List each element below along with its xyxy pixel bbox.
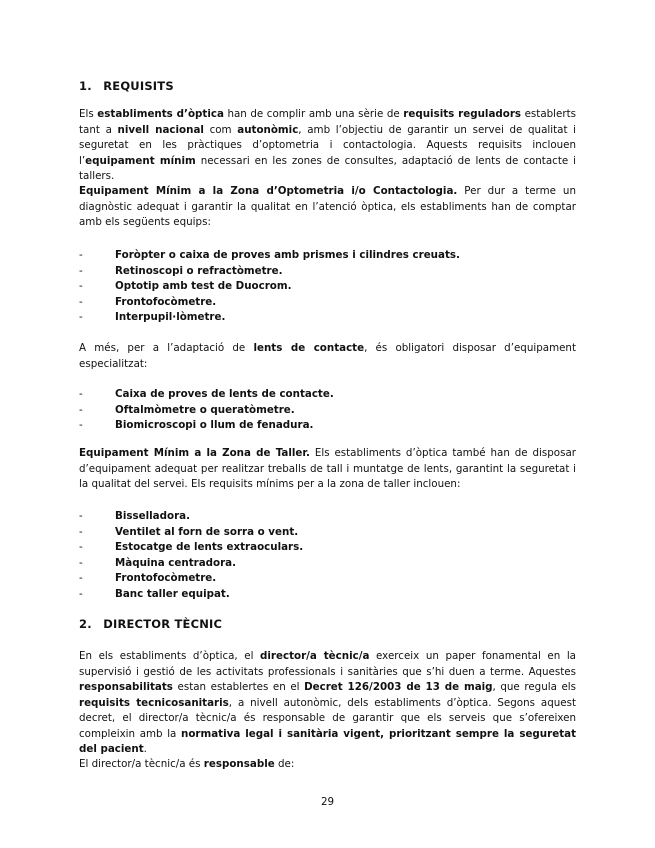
text-run: establerts tant a [79,108,577,136]
list-item-text: Optotip amb test de Duocrom. [115,280,292,292]
text-run: com [203,123,238,136]
list-dash-marker: - [79,572,83,584]
bold-text-run: autonòmic [237,123,299,136]
list-dash-marker: - [79,388,83,400]
list-dash-marker: - [79,295,83,308]
bold-text-run: director/a tècnic/a [260,650,370,662]
list-item-text: Foròpter o caixa de proves amb prismes i cilindres creuats. [115,249,460,261]
list-item [79,279,460,295]
list-item [79,295,460,311]
section-1-heading [79,79,174,95]
text-run: , a nivell autonòmic, dels establiments d’òptica. Segons aquest decret, el director/a tècnic/a és responsable de garantir que els serveis que s’ofereixen compleixin amb la [79,696,576,740]
list-item [79,310,460,326]
text-run: , que regula els [492,681,577,693]
list-item [79,525,303,541]
section-2-number: 2. [79,617,92,631]
bold-text-run: responsable [203,758,275,770]
list-item-text: Oftalmòmetre o queratòmetre. [115,403,295,416]
bold-text-run: equipament mínim [85,154,196,167]
bold-text-run: nivell nacional [117,123,204,136]
list-item [79,387,334,403]
bold-text-run: Equipament Mínim a la Zona de Taller. [79,447,310,459]
requisits-intro-paragraph [79,107,576,185]
list-dash-marker: - [79,587,83,600]
list-item-text: Ventilet al forn de sorra o vent. [115,525,299,538]
bold-text-run: normativa legal i sanitària vigent, prioritzant sempre la seguretat del pacient [79,727,576,755]
list-item [79,248,460,264]
bold-text-run: lents de contacte [253,342,365,354]
optometry-equipment-paragraph [79,184,576,231]
list-dash-marker: - [79,403,83,416]
text-run: Per dur a terme un diagnòstic adequat i garantir la qualitat en l’atenció òptica, els establiments han de comptar amb els següents equips: [79,185,576,228]
page-number: 29 [320,796,335,808]
list-item-text: Frontofocòmetre. [115,572,217,584]
list-item [79,540,303,556]
text-run: estan establertes en el [172,681,305,693]
list-dash-marker: - [79,556,83,569]
optometry-equipment-list [79,248,460,326]
list-dash-marker: - [79,280,83,292]
text-run: , amb l’objectiu de garantir un servei de qualitat i seguretat en les pràctiques d’optometria i contactologia. Aquests requisits inclouen l’ [79,123,577,167]
list-item [79,556,303,572]
bold-text-run: Equipament Mínim a la Zona d’Optometria i/o Contactologia. [79,185,458,197]
list-item-text: Caixa de proves de lents de contacte. [115,388,334,400]
list-item-text: Màquina centradora. [115,556,237,569]
list-item [79,587,303,603]
list-item-text: Interpupil·lòmetre. [115,311,226,323]
text-run: El director/a tècnic/a és [79,758,204,770]
list-item [79,571,303,587]
text-run: En els establiments d’òptica, el [79,650,261,662]
text-run: de: [274,758,295,770]
list-dash-marker: - [79,311,83,323]
section-2-title: DIRECTOR TÈCNIC [103,617,223,631]
list-dash-marker: - [79,541,83,553]
bold-text-run: Decret 126/2003 de 13 de maig [304,681,493,693]
workshop-equipment-list [79,509,303,602]
text-run: A més, per a l’adaptació de [79,342,254,354]
list-item [79,509,303,525]
bold-text-run: establiments d’òptica [97,108,224,120]
text-run: han de complir amb una sèrie de [223,108,404,120]
technical-director-paragraph [79,649,576,758]
list-dash-marker: - [79,419,83,431]
bold-text-run: responsabilitats [79,681,173,693]
list-item [79,418,334,434]
list-item-text: Bisselladora. [115,510,191,522]
list-item-text: Retinoscopi o refractòmetre. [115,264,283,277]
list-dash-marker: - [79,264,83,277]
list-item-text: Biomicroscopi o llum de fenadura. [115,419,314,431]
section-1-number: 1. [79,79,92,93]
list-item [79,403,334,419]
list-item [79,264,460,280]
section-2-heading [79,617,222,633]
list-item-text: Banc taller equipat. [115,587,230,600]
text-run: Els [79,108,98,120]
text-run: necessari en les zones de consultes, adaptació de lents de contacte i tallers. [79,154,576,182]
list-dash-marker: - [79,525,83,538]
section-1-title: REQUISITS [103,79,174,93]
list-dash-marker: - [79,249,83,261]
technical-director-closing-paragraph [79,757,576,773]
text-run: , és obligatori disposar d’equipament especialitzat: [79,342,576,370]
contact-lens-equipment-list [79,387,334,434]
text-run: . [143,743,147,755]
text-run: Els establiments d’òptica també han de disposar d’equipament adequat per realitzar treballs de tall i muntatge de lents, garantint la seguretat i la qualitat del servei. Els requisits mínims per a la zona de taller inclouen: [79,447,576,490]
text-run: exerceix un paper fonamental en la supervisió i gestió de les activitats professionals i sanitàries que s’hi duen a terme. Aquestes [79,650,576,678]
list-dash-marker: - [79,510,83,522]
list-item-text: Frontofocòmetre. [115,295,217,308]
list-item-text: Estocatge de lents extraoculars. [115,541,304,553]
workshop-equipment-paragraph [79,446,576,493]
bold-text-run: requisits reguladors [403,108,522,120]
bold-text-run: requisits tecnicosanitaris [79,696,229,709]
contact-lens-paragraph [79,341,576,372]
